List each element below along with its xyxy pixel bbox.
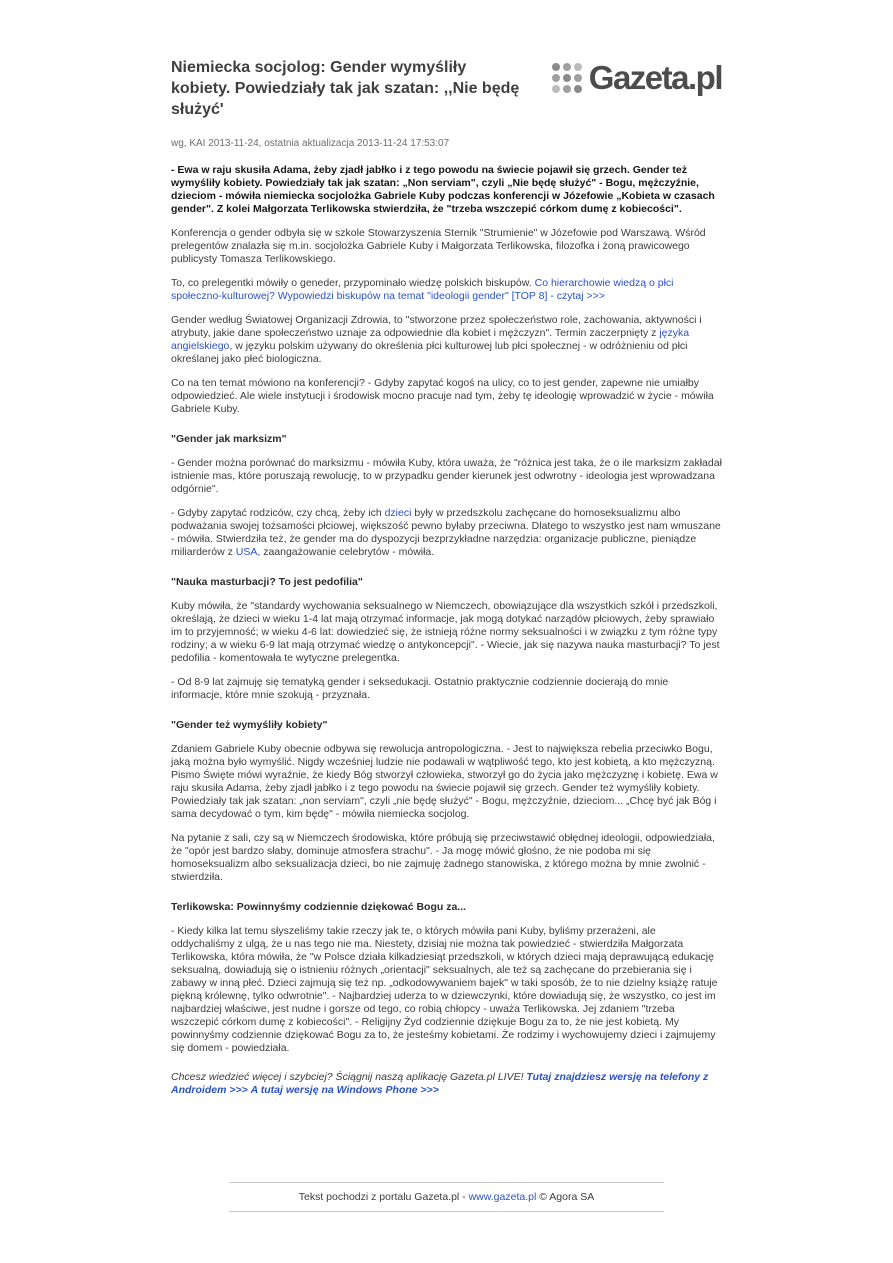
logo-dot bbox=[552, 63, 560, 71]
text-segment: Terlikowska: Powinnyśmy codziennie dziękować Bogu za... bbox=[171, 901, 467, 913]
article-content bbox=[171, 0, 722, 1097]
text-segment: To, co prelegentki mówiły o geneder, przypominało wiedzę polskich biskupów. bbox=[171, 277, 535, 289]
paragraph bbox=[171, 600, 722, 665]
text-segment: "Gender też wymyśliły kobiety" bbox=[171, 719, 328, 731]
lead-paragraph bbox=[171, 164, 722, 216]
logo-dot bbox=[552, 74, 560, 82]
paragraph bbox=[171, 507, 722, 559]
paragraph bbox=[171, 377, 722, 416]
paragraph bbox=[171, 1071, 722, 1097]
article-body bbox=[171, 164, 722, 1097]
logo-dot bbox=[574, 63, 582, 71]
text-segment: Kuby mówiła, że "standardy wychowania seksualnego w Niemczech, obowiązujące dla wszystkich szkół i przedszkoli, określają, że dzieci w wieku 1-4 lat mają otrzymać informacje, jak mogą dotykać narządów płciowych, żeby sprawiało im to przyjemność; w wieku 4-6 lat: dowiedzieć się, że istnieją różne normy seksualności i w związku z tym różne typy rodziny; a w wieku 6-9 lat mają otrzymać wiedzę o antykoncepcji". - Wiecie, jak się nazywa nauka masturbacji? To jest pedofilia - komentowała te wytyczne prelegentka. bbox=[171, 600, 720, 664]
inline-link[interactable]: USA bbox=[235, 546, 258, 558]
inline-link[interactable]: Tutaj znajdziesz wersję na telefony z Androidem >>> bbox=[171, 1071, 709, 1096]
logo-dot bbox=[563, 63, 571, 71]
footer-text-prefix: Tekst pochodzi z portalu Gazeta.pl - bbox=[298, 1191, 469, 1203]
section-heading bbox=[171, 433, 722, 446]
inline-link[interactable]: Co hierarchowie wiedzą o płci społeczno-kulturowej? Wypowiedzi biskupów na temat "ideologii gender" [TOP 8] - czytaj >>> bbox=[171, 277, 674, 302]
text-segment: były w przedszkolu zachęcane do homoseksualizmu albo podważania swojej tożsamości płciowej, większość pewno byłaby przeciwna. Dlatego to wszystko jest nam wmuszane - mówiła. Stwierdziła też, że gender ma do dyspozycji bezprzykładne narzędzia: organizacje publiczne, pieniądze miliarderów z bbox=[171, 507, 721, 558]
text-segment: - Ewa w raju skusiła Adama, żeby zjadł jabłko i z tego powodu na świecie pojawił się grzech. Gender też wymyśliły kobiety. Powiedziały tak jak szatan: „Non serviam", czyli „Nie będę służyć" - Bogu, mężczyźnie, dzieciom - mówiła niemiecka socjolożka Gabriele Kuby podczas konferencji w Józefowie „Kobieta w czasach gender". Z kolei Małgorzata Terlikowska stwierdziła, że "trzeba wszczepić córkom dumę z kobiecości". bbox=[171, 164, 715, 215]
gazeta-logo[interactable] bbox=[552, 61, 722, 94]
logo-dot bbox=[563, 85, 571, 93]
text-segment: - Gender można porównać do marksizmu - mówiła Kuby, która uważa, że "różnica jest taka, że o ile marksizm zakładał istnienie mas, które poruszają rewolucję, to w przypadku gender kierunek jest odwrotny - ideologia jest wprowadzana odgórnie". bbox=[171, 457, 722, 495]
inline-link[interactable]: dzieci bbox=[384, 507, 412, 519]
paragraph bbox=[171, 743, 722, 821]
text-segment: , w języku polskim używany do określenia płci kulturowej lub płci społecznej - w odróżnieniu od płci określanej jako płeć biologiczna. bbox=[171, 340, 688, 365]
text-segment: "Nauka masturbacji? To jest pedofilia" bbox=[171, 576, 363, 588]
section-heading bbox=[171, 576, 722, 589]
article-header bbox=[171, 57, 722, 120]
text-segment: Na pytanie z sali, czy są w Niemczech środowiska, które próbują się przeciwstawić obłędnej ideologii, odpowiedziała, że "opór jest bardzo słaby, dominuje atmosfera strachu". - Ja mogę mówić głośno, że nie podoba mi się homoseksualizm albo seksualizacja dzieci, bo nie zajmuję żadnego stanowiska, z którego można by mnie zwolnić - stwierdziła. bbox=[171, 832, 715, 883]
text-segment: Gender według Światowej Organizacji Zdrowia, to "stworzone przez społeczeństwo role, zachowania, aktywności i atrybuty, jakie dane społeczeństwo uznaje za odpowiednie dla kobiet i mężczyzn". Termin zaczerpnięty z bbox=[171, 314, 702, 339]
section-heading bbox=[171, 719, 722, 732]
logo-dot bbox=[552, 85, 560, 93]
paragraph bbox=[171, 227, 722, 266]
footer-text-suffix: © Agora SA bbox=[536, 1191, 595, 1203]
logo-dot bbox=[574, 74, 582, 82]
gazeta-dots-icon bbox=[552, 63, 582, 93]
article-footer bbox=[229, 1182, 664, 1212]
text-segment: - Kiedy kilka lat temu słyszeliśmy takie rzeczy jak te, o których mówiła pani Kuby, byliśmy przerażeni, ale oddychaliśmy z ulgą, że u nas tego nie ma. Niestety, dzisiaj nie można tak powiedzieć - stwierdziła Małgorzata Terlikowska, która mówiła, że "w Polsce działa kilkadziesiąt przedszkoli, w których dzieci mają deprawującą edukację seksualną, dowiadują się o istnieniu różnych „orientacji" seksualnych, ale też są zachęcane do przebierania się i zabawy w inną płeć. Dzieci zajmują się też np. „odkodowywaniem bajek" w taki sposób, że to nie dzielny książę ratuje piękną królewnę, tylko odwrotnie". - Najbardziej uderza to w dziewczynki, które dowiadują się, że wszystko, co jest im najbardziej właściwe, jest nudne i gorsze od tego, co robią chłopcy - uważa Terlikowska. Jej zdaniem "trzeba wszczepić córkom dumę z kobiecości". - Religijny Żyd codziennie dziękuje Bogu za to, że nie jest kobietą. My powinnyśmy codziennie dziękować Bogu za to, że jesteśmy kobietami. Że rodzimy i wychowujemy dzieci i zajmujemy się domem - powiedziała. bbox=[171, 925, 718, 1054]
inline-link[interactable]: języka angielskiego bbox=[171, 327, 690, 352]
paragraph bbox=[171, 925, 722, 1055]
inline-link[interactable]: A tutaj wersję na Windows Phone >>> bbox=[250, 1084, 439, 1096]
text-segment: - Od 8-9 lat zajmuję się tematyką gender i seksedukacji. Ostatnio praktycznie codziennie docierają do mnie informacje, które mnie szokują - przyznała. bbox=[171, 676, 669, 701]
article-title: Niemiecka socjolog: Gender wymyśliły kobiety. Powiedziały tak jak szatan: ,,Nie będę służyć' bbox=[171, 59, 520, 118]
paragraph bbox=[171, 832, 722, 884]
text-segment: "Gender jak marksizm" bbox=[171, 433, 287, 445]
paragraph bbox=[171, 457, 722, 496]
text-segment: Chcesz wiedzieć więcej i szybciej? Ściągnij naszą aplikację Gazeta.pl LIVE! bbox=[171, 1071, 527, 1083]
paragraph bbox=[171, 277, 722, 303]
paragraph bbox=[171, 676, 722, 702]
text-segment: Co na ten temat mówiono na konferencji? - Gdyby zapytać kogoś na ulicy, co to jest gender, zapewne nie umiałby odpowiedzieć. Ale wiele instytucji i środowisk mocno pracuje nad tym, żeby tę ideologię wprowadzić w życie - mówiła Gabriele Kuby. bbox=[171, 377, 714, 415]
text-segment: , zaangażowanie celebrytów - mówiła. bbox=[257, 546, 435, 558]
logo-dot bbox=[574, 85, 582, 93]
logo-dot bbox=[563, 74, 571, 82]
gazeta-logo-text: Gazeta.pl bbox=[588, 59, 722, 96]
text-segment: Zdaniem Gabriele Kuby obecnie odbywa się rewolucja antropologiczna. - Jest to największa rebelia przeciwko Bogu, jaką można było wymyślić. Nigdy wcześniej ludzie nie podawali w wątpliwość tego, kto jest kobietą, a kto mężczyzną. Pismo Święte mówi wyraźnie, że kiedy Bóg stworzył człowieka, stworzył go do życia jako mężczyznę i kobietę. Ewa w raju skusiła Adama, żeby zjadł jabłko i z tego powodu na świecie pojawił się grzech. Gender też wymyśliły kobiety. Powiedziały tak jak szatan: „non serviam", czyli „nie będę służyć" - Bogu, mężczyźnie, dzieciom... „Chcę być jak Bóg i sama decydować o tym, kim będę" - mówiła niemiecka socjolog. bbox=[171, 743, 718, 820]
text-segment: Konferencja o gender odbyła się w szkole Stowarzyszenia Sternik "Strumienie" w Józefowie pod Warszawą. Wśród prelegentów znalazła się m.in. socjolożka Gabriele Kuby i Małgorzata Terlikowska, filozofka i żoną prawicowego publicysty Tomasza Terlikowskiego. bbox=[171, 227, 706, 265]
paragraph bbox=[171, 314, 722, 366]
text-segment: - Gdyby zapytać rodziców, czy chcą, żeby ich bbox=[171, 507, 385, 519]
section-heading bbox=[171, 901, 722, 914]
article-byline: wg, KAI 2013-11-24, ostatnia aktualizacja 2013-11-24 17:53:07 bbox=[171, 138, 450, 149]
footer-gazeta-link[interactable]: www.gazeta.pl bbox=[468, 1191, 537, 1203]
